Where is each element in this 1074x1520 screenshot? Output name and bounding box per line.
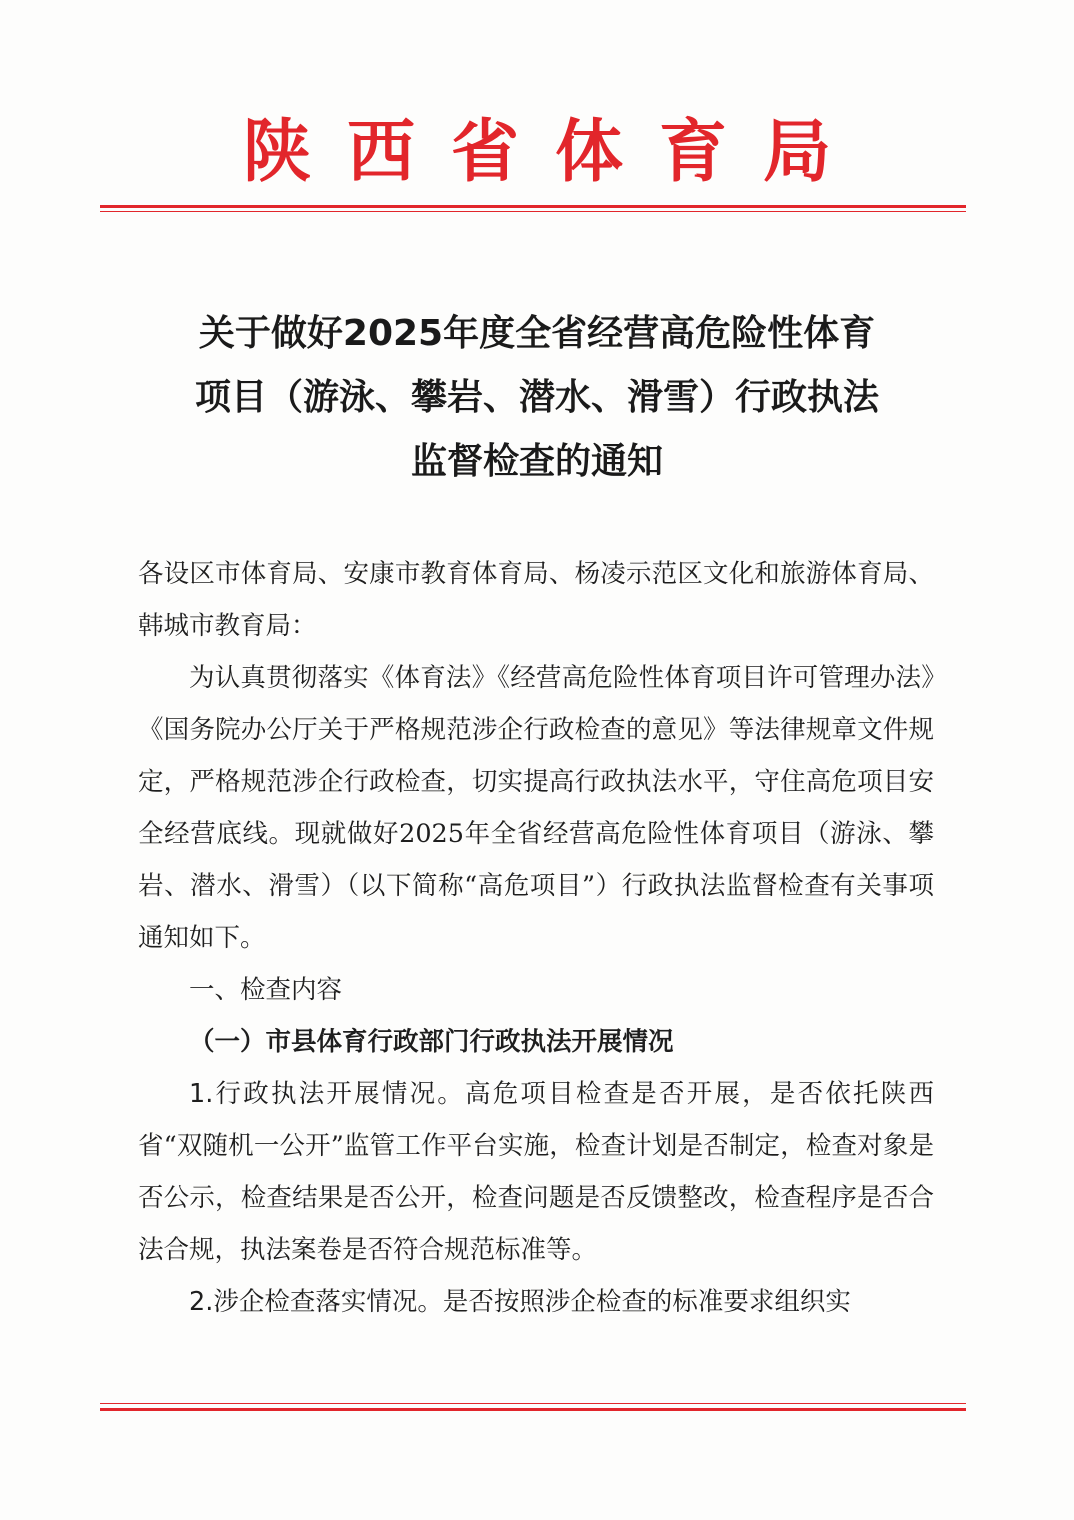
document-title [130, 302, 944, 494]
subsection-1-heading: （一）市县体育行政部门行政执法开展情况 [189, 1027, 674, 1057]
item-1-paragraph [138, 1068, 934, 1276]
recipients: 各设区市体育局、安康市教育体育局、杨凌示范区文化和旅游体育局、韩城市教育局： [138, 559, 934, 641]
item-1-text: 高危项目检查是否开展，是否依托陕西省“双随机一公开”监管工作平台实施，检查计划是否制定，检查对象是否公示，检查结果是否公开，检查问题是否反馈整改，检查程序是否合法合规，执法案卷是否符合规范标准等。 [138, 1079, 934, 1265]
item-2-paragraph [138, 1276, 934, 1328]
letterhead-rule-top [100, 205, 966, 208]
item-2-lead: 2.涉企检查落实情况。 [189, 1287, 443, 1317]
footer-rule-bottom [100, 1408, 966, 1411]
letterhead-rule-bottom [100, 211, 966, 212]
item-2-text: 是否按照涉企检查的标准要求组织实 [442, 1287, 851, 1317]
section-1-heading: 一、检查内容 [189, 975, 343, 1005]
document-body [138, 548, 934, 1328]
intro-paragraph: 为认真贯彻落实《体育法》《经营高危险性体育项目许可管理办法》《国务院办公厅关于严格规范涉企行政检查的意见》等法律规章文件规定，严格规范涉企行政检查，切实提高行政执法水平，守住高危项目安全经营底线。现就做好2025年全省经营高危险性体育项目（游泳、攀岩、潜水、滑雪）（以下简称“高危项目”）行政执法监督检查有关事项通知如下。 [138, 663, 934, 953]
title-line-3: 监督检查的通知 [410, 441, 663, 482]
title-line-2: 项目（游泳、攀岩、潜水、滑雪）行政执法 [194, 377, 879, 418]
item-1-lead: 1.行政执法开展情况。 [189, 1079, 465, 1109]
title-line-1: 关于做好2025年度全省经营高危险性体育 [198, 313, 876, 354]
footer-rule-top [100, 1403, 966, 1404]
letterhead-org-name: 陕西省体育局 [242, 112, 867, 192]
